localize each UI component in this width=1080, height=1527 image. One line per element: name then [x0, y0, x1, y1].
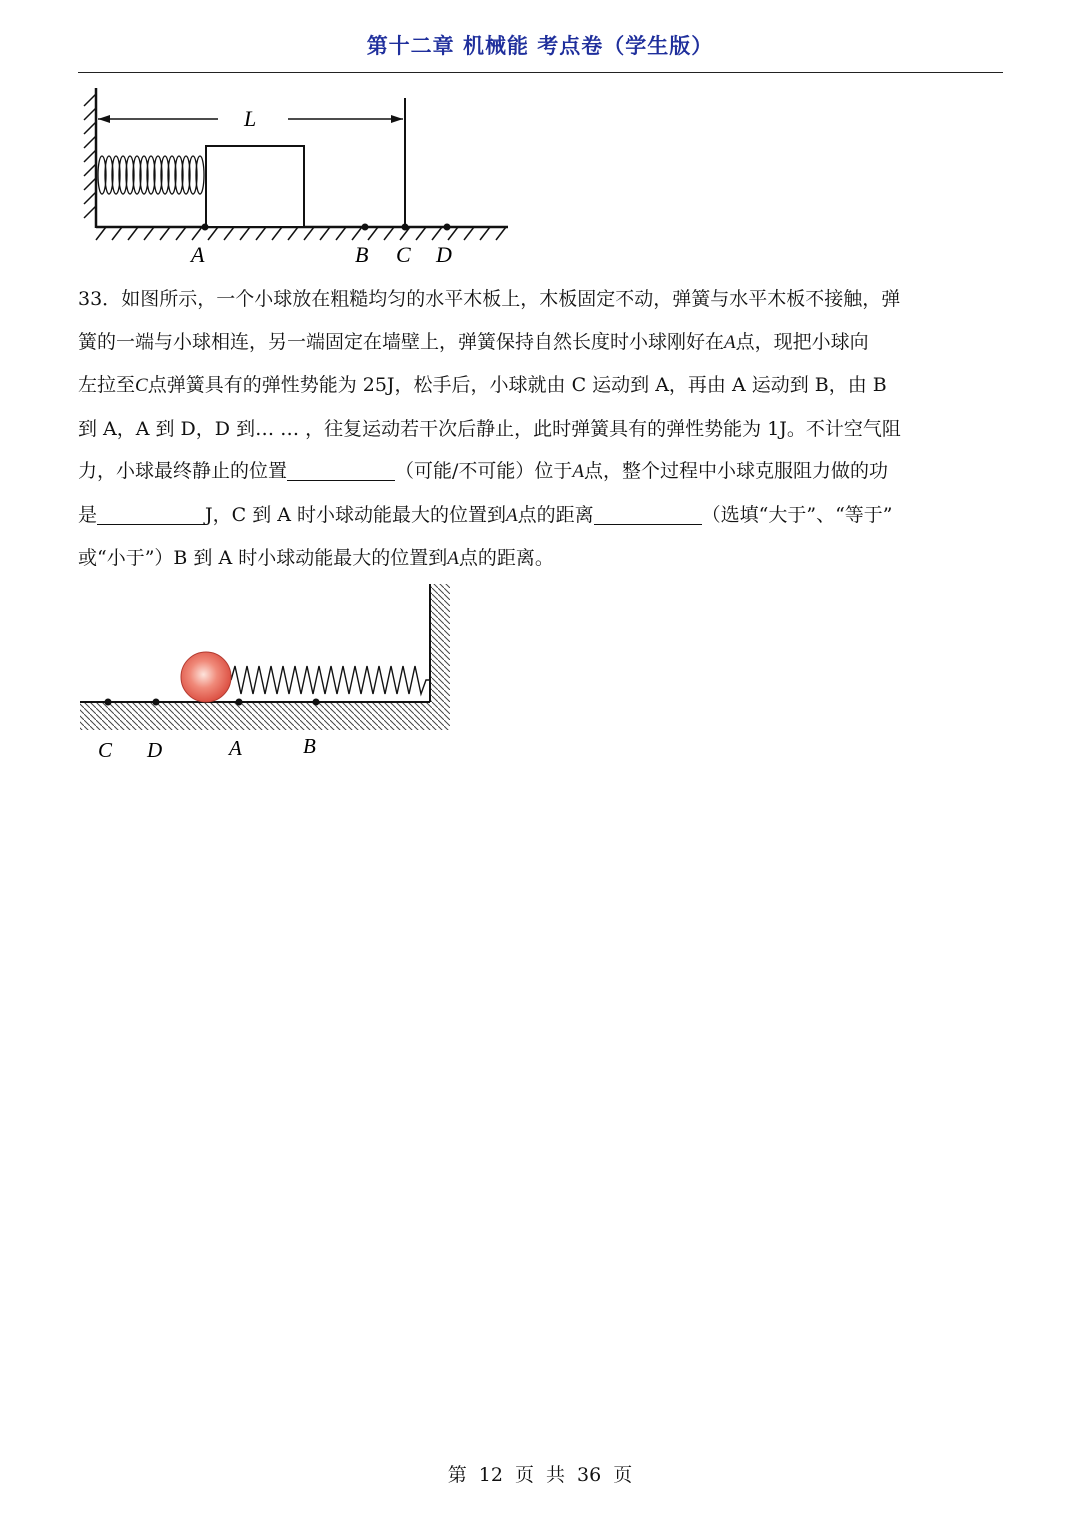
page-footer: 第 12 页 共 36 页 [447, 1464, 633, 1486]
question-line: 簧的一端与小球相连，另一端固定在墙壁上，弹簧保持自然长度时小球刚好在A点，现把小球向 [78, 330, 869, 353]
label-d: D [147, 738, 163, 762]
point-d [444, 224, 451, 231]
label-c: C [98, 738, 113, 762]
question-33 [78, 278, 1002, 581]
point-a [202, 224, 209, 231]
figure-spring-block [78, 88, 518, 273]
block [206, 146, 304, 227]
question-line: 左拉至C点弹簧具有的弹性势能为 25J，松手后，小球就由 C 运动到 A，再由 A 运动到 B，由 B [78, 374, 887, 396]
label-b: B [303, 734, 316, 758]
label-a: A [191, 242, 205, 267]
label-d: D [436, 242, 452, 267]
answer-blank-1[interactable] [287, 461, 395, 481]
zigzag-spring [231, 666, 430, 694]
figure-ball-spring [78, 582, 458, 767]
header-divider [78, 72, 1003, 73]
point-a [236, 699, 243, 706]
point-c [402, 224, 409, 231]
label-b: B [355, 242, 369, 267]
question-line: 33．如图所示，一个小球放在粗糙均匀的水平木板上，木板固定不动，弹簧与水平木板不接触，弹 [78, 288, 901, 310]
page-header: 第十二章 机械能 考点卷（学生版） [366, 34, 714, 58]
question-line: 或“小于”）B 到 A 时小球动能最大的位置到A点的距离。 [78, 547, 554, 569]
point-d [153, 699, 160, 706]
answer-blank-3[interactable] [594, 505, 702, 525]
length-label: L [244, 106, 257, 131]
label-c: C [396, 242, 411, 267]
point-b [362, 224, 369, 231]
question-line: 力，小球最终静止的位置 （可能/不可能）位于A点，整个过程中小球克服阻力做的功 [78, 460, 889, 482]
point-c [105, 699, 112, 706]
question-number: 33． [78, 288, 122, 310]
question-line: 是 J，C 到 A 时小球动能最大的位置到A点的距离 （选填“大于”、“等于” [78, 503, 893, 526]
label-a: A [229, 736, 242, 760]
coil-spring [98, 156, 204, 194]
question-line: 到 A，A 到 D，D 到… … ，往复运动若干次后静止，此时弹簧具有的弹性势能为 1J。不计空气阻 [78, 417, 901, 440]
ball [181, 652, 231, 702]
point-b [313, 699, 320, 706]
answer-blank-2[interactable] [97, 505, 205, 525]
